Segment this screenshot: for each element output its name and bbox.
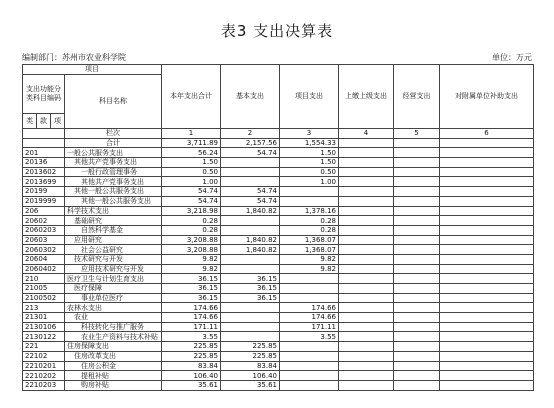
row-project: 1,368.07 (280, 235, 339, 245)
row-name: 其他共产党事务支出 (65, 158, 162, 168)
col-header-basic: 基本支出 (221, 65, 280, 129)
row-project (280, 284, 339, 294)
table-row (23, 380, 534, 390)
row-total: 3,208.88 (162, 245, 221, 255)
row-project: 1.50 (280, 148, 339, 158)
row-basic: 225.85 (221, 351, 280, 361)
row-name: 应用技术研究与开发 (65, 264, 162, 274)
row-basic (221, 216, 280, 226)
row-total: 36.15 (162, 284, 221, 294)
row-project: 9.82 (280, 254, 339, 264)
row-name: 住房公积金 (65, 361, 162, 371)
row-subsidy (440, 225, 534, 235)
row-project (280, 361, 339, 371)
table-row (23, 216, 534, 226)
row-subsidy (440, 148, 534, 158)
index-label: 栏次 (65, 129, 162, 139)
row-total: 56.24 (162, 148, 221, 158)
row-upper (339, 177, 394, 187)
row-subsidy (440, 206, 534, 216)
table-row (23, 293, 534, 303)
row-operating (394, 332, 440, 342)
row-subsidy (440, 322, 534, 332)
row-name: 科学技术支出 (65, 206, 162, 216)
row-code: 2210202 (23, 371, 65, 381)
row-project (280, 293, 339, 303)
index-num: 3 (280, 129, 339, 139)
row-total: 35.61 (162, 380, 221, 390)
row-project (280, 342, 339, 352)
row-operating (394, 167, 440, 177)
row-name: 社会公益研究 (65, 245, 162, 255)
table-row (23, 284, 534, 294)
table-row (23, 148, 534, 158)
row-total: 3,208.88 (162, 235, 221, 245)
page-title: 表3 支出决算表 (220, 22, 334, 40)
row-upper (339, 361, 394, 371)
row-subsidy (440, 351, 534, 361)
row-name: 住房保障支出 (65, 342, 162, 352)
row-code: 201 (23, 148, 65, 158)
table-row (23, 313, 534, 323)
row-subsidy (440, 216, 534, 226)
row-total: 174.66 (162, 303, 221, 313)
row-total: 9.82 (162, 254, 221, 264)
row-total: 0.50 (162, 167, 221, 177)
row-operating (394, 284, 440, 294)
unit-label: 单位：万元 (492, 53, 532, 62)
row-subsidy (440, 245, 534, 255)
row-operating (394, 196, 440, 206)
row-total: 1.00 (162, 177, 221, 187)
row-name: 其他一般公共服务支出 (65, 187, 162, 197)
row-name: 一般公共服务支出 (65, 148, 162, 158)
row-basic: 54.74 (221, 187, 280, 197)
row-subsidy (440, 332, 534, 342)
row-basic (221, 303, 280, 313)
row-code: 221 (23, 342, 65, 352)
row-upper (339, 371, 394, 381)
table-row (23, 371, 534, 381)
row-subsidy (440, 313, 534, 323)
row-upper (339, 225, 394, 235)
row-code: 206 (23, 206, 65, 216)
row-upper (339, 284, 394, 294)
index-num: 6 (440, 129, 534, 139)
row-subsidy (440, 284, 534, 294)
table-row (23, 187, 534, 197)
row-basic (221, 254, 280, 264)
table-row (23, 264, 534, 274)
row-subsidy (440, 361, 534, 371)
row-basic: 36.15 (221, 274, 280, 284)
row-upper (339, 264, 394, 274)
table-row (23, 206, 534, 216)
item-group-header: 项目 (23, 65, 162, 75)
row-operating (394, 371, 440, 381)
row-code: 2013602 (23, 167, 65, 177)
row-subsidy (440, 380, 534, 390)
table-row (23, 322, 534, 332)
row-name: 医疗保障 (65, 284, 162, 294)
row-total: 3.55 (162, 332, 221, 342)
name-col-header: 科目名称 (65, 75, 162, 129)
row-project (280, 371, 339, 381)
org-label: 编制部门：苏州市农业科学院 (22, 53, 126, 62)
row-code: 20603 (23, 235, 65, 245)
row-upper (339, 167, 394, 177)
row-upper (339, 303, 394, 313)
table-row (23, 332, 534, 342)
row-basic (221, 332, 280, 342)
table-row (23, 303, 534, 313)
table-row (23, 274, 534, 284)
row-code: 22102 (23, 351, 65, 361)
row-project (280, 380, 339, 390)
table-row (23, 245, 534, 255)
row-subsidy (440, 264, 534, 274)
table-row (23, 361, 534, 371)
row-upper (339, 254, 394, 264)
index-num: 1 (162, 129, 221, 139)
row-project (280, 274, 339, 284)
sub-header-lei: 类 (23, 114, 37, 129)
row-subsidy (440, 303, 534, 313)
index-num: 4 (339, 129, 394, 139)
table-caption (22, 52, 532, 64)
row-project: 0.28 (280, 225, 339, 235)
row-upper (339, 245, 394, 255)
table-row (23, 158, 534, 168)
row-basic: 2,157.56 (221, 138, 280, 148)
row-basic: 1,840.82 (221, 206, 280, 216)
row-basic (221, 225, 280, 235)
row-code: 2060402 (23, 264, 65, 274)
row-upper (339, 380, 394, 390)
row-code: 2210201 (23, 361, 65, 371)
row-total: 36.15 (162, 274, 221, 284)
row-subsidy (440, 342, 534, 352)
row-name: 其他一般公共服务支出 (65, 196, 162, 206)
row-total: 54.74 (162, 187, 221, 197)
col-header-project: 项目支出 (280, 65, 339, 129)
row-name: 科技转化与推广服务 (65, 322, 162, 332)
row-name: 应用研究 (65, 235, 162, 245)
row-subsidy (440, 167, 534, 177)
row-project: 171.11 (280, 322, 339, 332)
row-code: 20604 (23, 254, 65, 264)
row-code: 2060302 (23, 245, 65, 255)
row-total: 106.40 (162, 371, 221, 381)
row-name: 提租补贴 (65, 371, 162, 381)
row-upper (339, 342, 394, 352)
row-name: 农林水支出 (65, 303, 162, 313)
row-basic: 225.85 (221, 342, 280, 352)
row-upper (339, 351, 394, 361)
row-code: 21301 (23, 313, 65, 323)
row-operating (394, 380, 440, 390)
col-header-total: 本年支出合计 (162, 65, 221, 129)
row-total: 0.28 (162, 225, 221, 235)
row-code: 20602 (23, 216, 65, 226)
row-operating (394, 158, 440, 168)
row-upper (339, 196, 394, 206)
row-code: 2130122 (23, 332, 65, 342)
row-project: 9.82 (280, 264, 339, 274)
row-total: 9.82 (162, 264, 221, 274)
row-subsidy (440, 187, 534, 197)
row-basic: 1,840.82 (221, 245, 280, 255)
row-upper (339, 187, 394, 197)
row-project: 174.66 (280, 313, 339, 323)
col-header-upper: 上缴上级支出 (339, 65, 394, 129)
row-basic: 1,840.82 (221, 235, 280, 245)
code-group-header: 支出功能分类科目编码 (23, 75, 65, 114)
row-operating (394, 264, 440, 274)
row-total: 36.15 (162, 293, 221, 303)
row-name: 购房补贴 (65, 380, 162, 390)
row-basic (221, 322, 280, 332)
row-name: 农业生产资料与技术补贴 (65, 332, 162, 342)
row-name: 自然科学基金 (65, 225, 162, 235)
row-basic: 36.15 (221, 284, 280, 294)
row-basic (221, 264, 280, 274)
table-row (23, 351, 534, 361)
table-row (23, 167, 534, 177)
row-upper (339, 332, 394, 342)
row-basic (221, 313, 280, 323)
row-upper (339, 216, 394, 226)
row-code: 2019999 (23, 196, 65, 206)
row-operating (394, 235, 440, 245)
row-code: 2013699 (23, 177, 65, 187)
row-code (23, 138, 65, 148)
row-operating (394, 274, 440, 284)
row-code: 210 (23, 274, 65, 284)
row-operating (394, 293, 440, 303)
row-upper (339, 322, 394, 332)
row-operating (394, 148, 440, 158)
row-subsidy (440, 371, 534, 381)
row-name: 其他共产党事务支出 (65, 177, 162, 187)
row-basic: 54.74 (221, 196, 280, 206)
row-total: 0.28 (162, 216, 221, 226)
row-operating (394, 206, 440, 216)
row-project (280, 196, 339, 206)
row-operating (394, 361, 440, 371)
table-row (23, 177, 534, 187)
row-code: 20136 (23, 158, 65, 168)
row-operating (394, 322, 440, 332)
row-basic: 83.84 (221, 361, 280, 371)
row-upper (339, 313, 394, 323)
row-project: 0.50 (280, 167, 339, 177)
row-total: 83.84 (162, 361, 221, 371)
row-name: 农业 (65, 313, 162, 323)
row-subsidy (440, 177, 534, 187)
row-name: 合计 (65, 138, 162, 148)
row-project: 174.66 (280, 303, 339, 313)
row-total: 54.74 (162, 196, 221, 206)
row-operating (394, 216, 440, 226)
row-operating (394, 245, 440, 255)
row-name: 一般行政管理事务 (65, 167, 162, 177)
row-name: 住房改革支出 (65, 351, 162, 361)
row-basic (221, 167, 280, 177)
table-row (23, 138, 534, 148)
row-project: 1.00 (280, 177, 339, 187)
row-code: 2060203 (23, 225, 65, 235)
row-basic (221, 158, 280, 168)
sub-header-kuan: 款 (37, 114, 51, 129)
row-total: 171.11 (162, 322, 221, 332)
row-basic: 36.15 (221, 293, 280, 303)
table-row (23, 254, 534, 264)
row-upper (339, 138, 394, 148)
table-row (23, 196, 534, 206)
row-project: 1,554.33 (280, 138, 339, 148)
row-basic: 106.40 (221, 371, 280, 381)
row-operating (394, 351, 440, 361)
row-subsidy (440, 254, 534, 264)
row-name: 技术研究与开发 (65, 254, 162, 264)
row-subsidy (440, 235, 534, 245)
row-upper (339, 235, 394, 245)
row-code: 2210203 (23, 380, 65, 390)
table-row (23, 235, 534, 245)
row-operating (394, 303, 440, 313)
row-code: 2130106 (23, 322, 65, 332)
row-upper (339, 148, 394, 158)
row-upper (339, 274, 394, 284)
row-subsidy (440, 274, 534, 284)
col-header-subsidy: 对附属单位补助支出 (440, 65, 534, 129)
expenditure-table (22, 64, 534, 391)
row-basic: 54.74 (221, 148, 280, 158)
sub-header-xiang: 项 (51, 114, 65, 129)
row-operating (394, 138, 440, 148)
col-header-operating: 经营支出 (394, 65, 440, 129)
row-total: 225.85 (162, 351, 221, 361)
row-project: 1,378.16 (280, 206, 339, 216)
row-name: 事业单位医疗 (65, 293, 162, 303)
row-basic: 35.61 (221, 380, 280, 390)
row-total: 1.50 (162, 158, 221, 168)
row-code: 21005 (23, 284, 65, 294)
row-operating (394, 254, 440, 264)
row-operating (394, 342, 440, 352)
row-code: 213 (23, 303, 65, 313)
index-num: 2 (221, 129, 280, 139)
row-upper (339, 206, 394, 216)
row-project: 0.28 (280, 216, 339, 226)
row-subsidy (440, 138, 534, 148)
row-upper (339, 158, 394, 168)
row-subsidy (440, 196, 534, 206)
row-upper (339, 293, 394, 303)
row-total: 225.85 (162, 342, 221, 352)
index-row (23, 129, 534, 139)
row-operating (394, 177, 440, 187)
row-total: 174.66 (162, 313, 221, 323)
row-subsidy (440, 158, 534, 168)
row-project (280, 187, 339, 197)
row-code: 2100502 (23, 293, 65, 303)
row-project (280, 351, 339, 361)
row-subsidy (440, 293, 534, 303)
row-basic (221, 177, 280, 187)
row-total: 3,711.89 (162, 138, 221, 148)
row-name: 基础研究 (65, 216, 162, 226)
row-project: 1,368.07 (280, 245, 339, 255)
index-num: 5 (394, 129, 440, 139)
row-operating (394, 313, 440, 323)
table-row (23, 225, 534, 235)
row-project: 1.50 (280, 158, 339, 168)
row-total: 3,218.98 (162, 206, 221, 216)
row-name: 医疗卫生与计划生育支出 (65, 274, 162, 284)
row-project: 3.55 (280, 332, 339, 342)
table-row (23, 342, 534, 352)
row-operating (394, 187, 440, 197)
row-operating (394, 225, 440, 235)
row-code: 20199 (23, 187, 65, 197)
